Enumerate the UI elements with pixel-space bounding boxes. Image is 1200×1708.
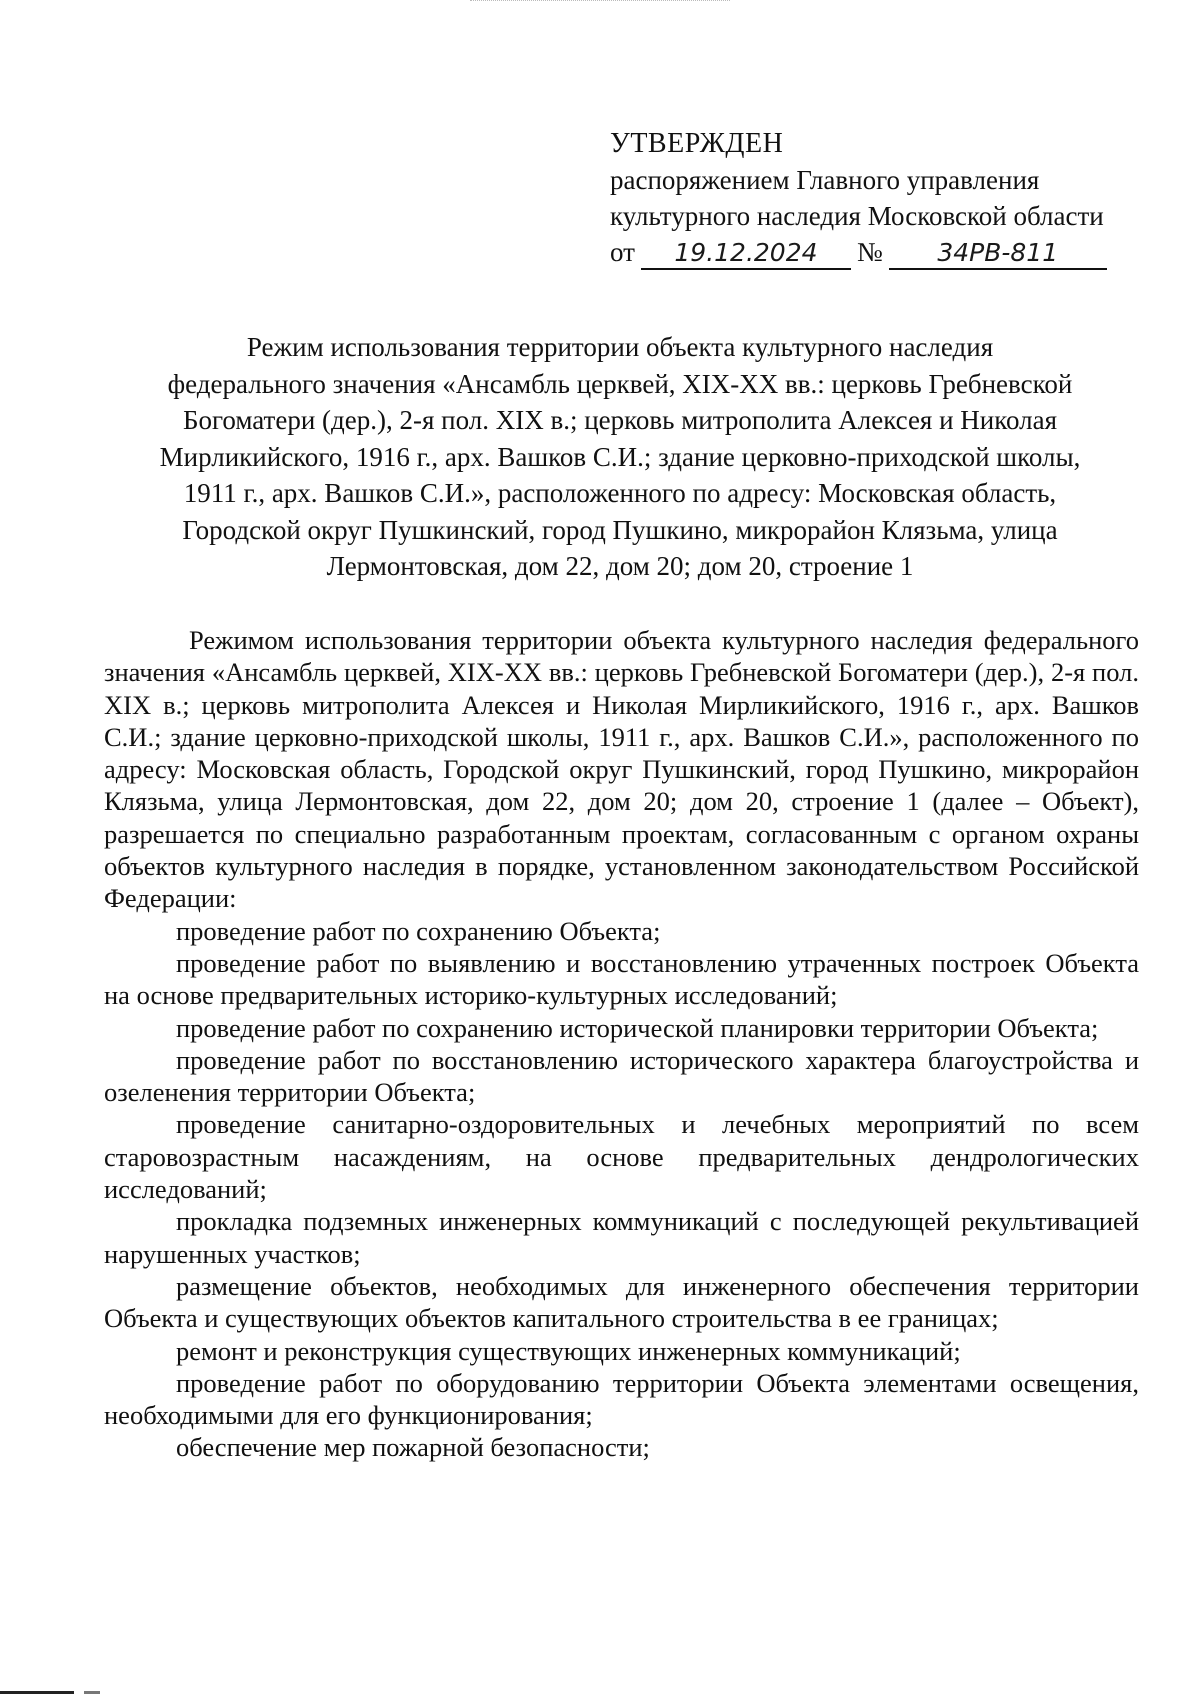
scan-edge-mark	[84, 1691, 100, 1694]
handwritten-number: 34РВ-811	[889, 238, 1107, 270]
title-line: Мирликийского, 1916 г., арх. Вашков С.И.; здание церковно-приходской школы,	[159, 441, 1081, 472]
list-item: проведение работ по выявлению и восстановлению утраченных построек Объекта на основе предварительных историко-культурных исследований;	[104, 947, 1139, 1011]
title-line: Лермонтовская, дом 22, дом 20; дом 20, строение 1	[326, 551, 914, 581]
handwritten-date: 19.12.2024	[641, 238, 851, 270]
list-item: проведение работ по сохранению Объекта;	[176, 915, 661, 946]
list-item: проведение работ по оборудованию территории Объекта элементами освещения, необходимыми для его функционирования;	[104, 1367, 1139, 1431]
list-item: проведение работ по сохранению исторической планировки территории Объекта;	[176, 1012, 1099, 1043]
list-item: ремонт и реконструкция существующих инженерных коммуникаций;	[176, 1335, 961, 1366]
approval-heading: УТВЕРЖДЕН	[610, 128, 784, 159]
scan-edge-mark	[0, 1691, 74, 1694]
title-line: Городской округ Пушкинский, город Пушкино, микрорайон Клязьма, улица	[182, 514, 1058, 545]
title-line: федерального значения «Ансамбль церквей, XIX-XX вв.: церковь Гребневской	[167, 368, 1073, 399]
title-line: Богоматери (дер.), 2-я пол. XIX в.; церковь митрополита Алексея и Николая	[182, 405, 1058, 435]
approval-date-number-line	[610, 234, 1170, 270]
list-item: обеспечение мер пожарной безопасности;	[176, 1432, 650, 1463]
list-item: прокладка подземных инженерных коммуникаций с последующей рекультивацией нарушенных участков;	[104, 1206, 1139, 1269]
list-item: размещение объектов, необходимых для инженерного обеспечения территории Объекта и существующих объектов капитального строительства в ее границах;	[104, 1270, 1139, 1334]
list-item: проведение санитарно-оздоровительных и лечебных мероприятий по всем старовозрастным насаждениям, на основе предварительных дендрологических исследований;	[104, 1109, 1139, 1205]
document-body	[104, 624, 1139, 1464]
approval-stamp-block	[610, 126, 1170, 270]
title-line: Режим использования территории объекта культурного наследия	[246, 332, 994, 362]
document-title	[125, 329, 1115, 585]
approval-line-2: культурного наследия Московской области	[610, 201, 1104, 231]
from-label: от	[610, 237, 635, 267]
approval-line-1: распоряжением Главного управления	[610, 165, 1040, 195]
intro-paragraph: Режимом использования территории объекта культурного наследия федерального значения «Ансамбль церквей, XIX-XX вв.: церковь Гребневской Богоматери (дер.), 2-я пол. XIX в.; церковь митрополита Алексея и Николая Мирликийского, 1916 г., арх. Вашков С.И.; здание церковно-приходской школы, 1911 г., арх. Вашков С.И.», расположенного по адресу: Московская область, Городской округ Пушкинский, город Пушкино, микрорайон Клязьма, улица Лермонтовская, дом 22, дом 20; дом 20, строение 1 (далее – Объект), разрешается по специально разработанным проектам, согласованным с органом охраны объектов культурного наследия в порядке, установленном законодательством Российской Федерации:	[104, 625, 1139, 914]
title-line: 1911 г., арх. Вашков С.И.», расположенного по адресу: Московская область,	[183, 478, 1057, 508]
number-label: №	[856, 237, 883, 267]
scan-artifact-top	[470, 0, 730, 7]
list-item: проведение работ по восстановлению исторического характера благоустройства и озеленения территории Объекта;	[104, 1044, 1139, 1108]
